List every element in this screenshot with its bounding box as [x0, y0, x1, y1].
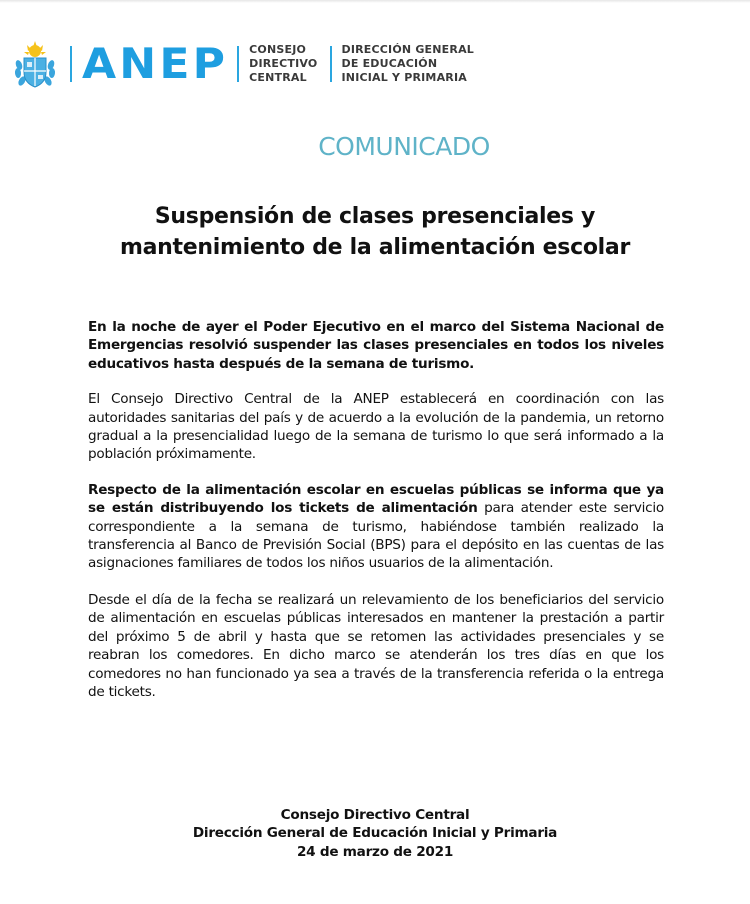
org2-line: INICIAL Y PRIMARIA	[341, 71, 467, 84]
signature-line: Dirección General de Educación Inicial y Primaria	[192, 825, 558, 842]
top-edge-shadow	[0, 0, 750, 3]
org-direccion-general	[342, 43, 475, 85]
signature-line: Consejo Directivo Central	[280, 807, 470, 823]
title-line: Suspensión de clases presenciales y	[154, 204, 596, 229]
paragraph-alimentacion-rest: para atender este servicio correspondiente a la semana de turismo, habiéndose también realizado la transferencia al Banco de Previsión Social (BPS) para el depósito en las cuentas de las asignaciones familiares de todos los niños usuarios de la alimentación.	[88, 500, 664, 572]
uruguay-coat-of-arms-icon	[12, 39, 58, 89]
anep-wordmark: ANEP	[82, 39, 229, 88]
title-line: mantenimiento de la alimentación escolar	[119, 235, 630, 260]
org2-line: DE EDUCACIÓN	[341, 57, 438, 70]
logo-divider	[70, 46, 72, 82]
org1-line: CONSEJO	[249, 43, 307, 56]
logo-divider	[237, 46, 239, 82]
org-consejo-directivo-central	[249, 43, 317, 85]
paragraph-suspension: En la noche de ayer el Poder Ejecutivo en el marco del Sistema Nacional de Emergencias resolvió suspender las clases presenciales en todos los niveles educativos hasta después de la semana de turismo.	[88, 319, 664, 372]
org1-line: CENTRAL	[249, 71, 307, 84]
paragraph-relevamiento: Desde el día de la fecha se realizará un relevamiento de los beneficiarios del servicio de alimentación en escuelas públicas interesados en mantener la prestación a partir del próximo 5 de abril y hasta que se retomen las actividades presenciales y se reabran los comedores. En dicho marco se atenderán los tres días en que los comedores no han funcionado ya sea a través de la transferencia referida o la entrega de tickets.	[88, 591, 664, 700]
document-title	[0, 201, 750, 263]
header-logo	[12, 38, 474, 90]
org1-line: DIRECTIVO	[249, 57, 318, 70]
signature-block	[0, 806, 750, 861]
paragraph-alimentacion-bold: Respecto de la alimentación escolar en escuelas públicas se informa que ya se están distribuyendo los tickets de alimentación	[88, 481, 664, 517]
comunicado-label: COMUNICADO	[318, 132, 490, 161]
paragraph-retorno: El Consejo Directivo Central de la ANEP establecerá en coordinación con las autoridades sanitarias del país y de acuerdo a la evolución de la pandemia, un retorno gradual a la presencialidad luego de la semana de turismo lo que será informado a la población próximamente.	[88, 391, 664, 463]
logo-divider	[330, 46, 332, 82]
org2-line: DIRECCIÓN GENERAL	[341, 43, 474, 56]
document-body	[88, 318, 664, 718]
paragraph-alimentacion	[88, 481, 664, 573]
signature-date: 24 de marzo de 2021	[296, 843, 454, 860]
